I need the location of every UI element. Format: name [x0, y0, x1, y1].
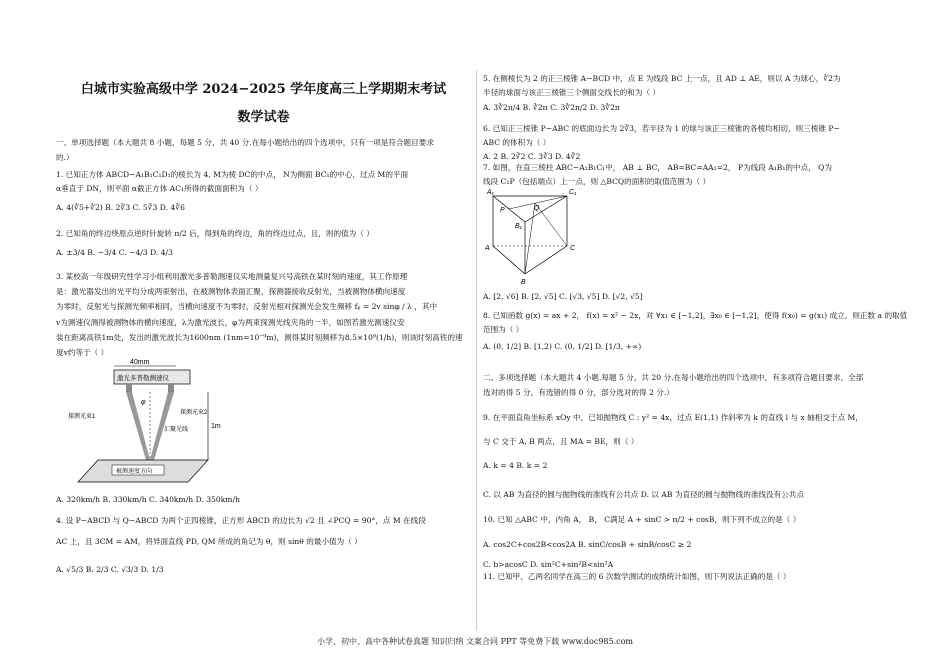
q7-stem-cont: 线段 C₁P（包括端点）上一点，则 △BCQ的面积的取值范围为（ ）: [483, 177, 711, 186]
q6-stem-cont: ABC 的体积为（ ）: [483, 138, 551, 147]
fig-direction-label: 被测速度方向: [116, 469, 153, 475]
label-p: P: [500, 207, 505, 214]
q6-stem: 6. 已知正三棱锥 P−ABC 的底面边长为 2∛3，若半径为 1 的球与该正三棱锥的各棱均相切，则三棱锥 P−: [483, 124, 840, 133]
q3-stem-4: v为测速仪测得被测物体的横向速度，λ为激光波长，φ为两束探测光线夹角的一半，如图若激光测速仪安: [56, 318, 405, 327]
label-b: B: [521, 279, 526, 286]
q8-stem: 8. 已知函数 g(x) = ax + 2， f(x) = x² − 2x，对 ∀x₁ ∈ [−1,2]，∃x₀ ∈ [−1,2]，使得 f(x₀) = g(x₁) 成立，则正数 a 的取值: [483, 311, 908, 320]
q3-options: A. 320km/h B. 330km/h C. 340km/h D. 350km/h: [56, 495, 240, 504]
edge-a-b: [493, 246, 525, 274]
fig-emitter-left: [126, 384, 132, 392]
exam-title: 白城市实验高级中学 2024−2025 学年度高三上学期期末考试: [80, 82, 447, 97]
q7-stem: 7. 如图，在直三棱柱 ABC−A₁B₁C₁中， AB ⊥ BC， AB=BC=AA₁=2， P为线段 A₁B₁的中点， Q为: [483, 163, 832, 172]
q8-stem-cont: 范围为（ ）: [483, 325, 524, 334]
q10-stem: 10. 已知 △ABC 中，内角 A， B， C满足 A + sinC > π/2 + cosB，则下列不成立的是（ ）: [483, 515, 801, 524]
fig-beam2-label: 探测光束2: [180, 410, 208, 416]
q1-stem: 1. 已知正方体 ABCD−A₁B₁C₁D₁的棱长为 4, M为棱 DC的中点， N为侧面 BC₁的中心，过点 M的平面: [56, 170, 409, 179]
q5-options: A. 3∛2π/4 B. ∛2π C. 3∛2π/2 D. 3∛2π: [483, 103, 620, 112]
prism-figure: [485, 188, 605, 286]
fig-beam-1: [126, 392, 150, 460]
section-1-heading-cont: 的.）: [56, 153, 74, 162]
label-a: A: [485, 245, 490, 252]
laser-doppler-figure: [68, 356, 238, 486]
column-divider: [476, 70, 477, 630]
segment-q-c: [535, 203, 567, 246]
q3-stem-5: 装在距离高铁1m处，发出的激光波长为1600nm (1nm=10⁻⁹m)，测得某时刻频移为8.5×10⁹(1/h)，则该时刻高铁的速: [56, 333, 463, 342]
q3-stem: 3. 某校高一年级研究性学习小组利用激光多普勒测速仪实地测量复兴号高铁在某时刻的速度，其工作原理: [56, 272, 408, 281]
q3-stem-3: 为零时，反射光与探测光频率相同，当横向速度不为零时，反射光相对探测光会发生频移 fₚ = 2v sinφ / λ ，其中: [56, 302, 438, 311]
exam-subtitle: 数学试卷: [237, 110, 290, 125]
section-1-heading: 一、单项选择题（本大题共 8 小题，每题 5 分，共 40 分.在每小题给出的四个选项中，只有一项是符合题目要求: [56, 138, 434, 147]
q2-options: A. ±3/4 B. −3/4 C. −4/3 D. 4/3: [56, 248, 173, 257]
q4-stem-cont: AC 上，且 3CM = AM，将异面直线 PD, QM 所成的角记为 θ，则 sinθ 的最小值为（ ）: [56, 537, 362, 546]
edge-b-c: [525, 246, 567, 274]
q6-options: A. 2 B. 2∛2 C. 3∛3 D. 4∛2: [483, 152, 581, 161]
fig-focus-label: 汇聚光线: [164, 427, 189, 433]
q10-options-cd: C. b>acosC D. sin²C+sin²B<sin²A: [483, 560, 614, 569]
q4-options: A. √5/3 B. 2/3 C. √3/3 D. 1/3: [56, 565, 164, 574]
fig-phi-label: φ: [141, 399, 146, 406]
label-q: Q: [534, 205, 540, 212]
fig-beam1-label: 探测光束1: [68, 414, 96, 420]
q3-stem-2: 是：激光器发出的光平均分成两束射出，在被测物体表面汇聚，探测器接收反射光，当被测物体横向速度: [56, 287, 406, 296]
q4-stem: 4. 设 P−ABCD 与 Q−ABCD 为两个正四棱锥，正方形 ABCD 的边长为 √2 且 ∠PCQ = 90°，点 M 在线段: [56, 516, 426, 525]
q1-stem-cont: α垂直于 DN，则平面 α截正方体 AC₁所得的截面面积为（ ）: [56, 184, 263, 193]
q2-stem: 2. 已知角的终边绕原点逆时针旋转 π/2 后，得到角的终边，角的终边过点，且，则的值为（ ）: [56, 229, 374, 238]
section-2-heading-cont: 选对的得 5 分，有选错的得 0 分，部分选对的得 2 分.）: [483, 388, 674, 397]
q9-stem-cont: 与 C 交于 A, B 两点，且 MA = BE，则（ ）: [483, 437, 639, 446]
q9-options-ab: A. k = 4 B. k = 2: [483, 461, 548, 470]
q8-options: A. (0, 1/2] B. [1,2) C. (0, 1/2] D. [1/3, +∞): [483, 342, 642, 351]
fig-distance-label: 1m: [211, 423, 221, 430]
fig-beam-2: [150, 392, 174, 460]
label-c: C: [570, 245, 576, 252]
q7-options: A. [2, √6] B. [2, √5] C. [√3, √5] D. [√2, √5]: [483, 292, 643, 301]
q3-stem-6: 度v约等于（ ）: [56, 348, 109, 357]
fig-width-label: 40mm: [130, 359, 150, 366]
fig-emitter-right: [168, 384, 174, 392]
fig-device-label: 激光多普勒测速仪: [117, 375, 169, 382]
q9-stem: 9. 在平面直角坐标系 xOy 中，已知抛物线 C : y² = 4x，过点 E(1,1) 作斜率为 k 的直线 l 与 x 轴相交于点 M，: [483, 413, 863, 422]
section-2-heading: 二、多项选择题（本大题共 4 小题.每题 5 分，共 20 分.在每小题给出的四个选项中，有多项符合题目要求，全部: [483, 373, 864, 382]
q9-options-cd: C. 以 AB 为直径的圆与抛物线的准线有公共点 D. 以 AB 为直径的圆与抛物线的准线没有公共点: [483, 490, 804, 499]
q10-options-ab: A. cos2C+cos2B<cos2A B. sinC/cosB + sinB/cosC ≥ 2: [483, 540, 692, 549]
q1-options: A. 4(∛5+∛2) B. 2∛3 C. 5∛3 D. 4∛6: [56, 203, 185, 212]
label-c1: C₁: [569, 189, 577, 196]
label-b1: B₁: [515, 223, 522, 230]
q5-stem: 5. 在侧棱长为 2 的正三棱锥 A−BCD 中，点 E 为线段 BC 上一点，且 AD ⊥ AE，则以 A 为球心，∛2为: [483, 74, 841, 83]
page-footer: 小学、初中、高中各种试卷真题 知识归纳 文案合同 PPT 等免费下载 www.doc985.com: [316, 637, 634, 646]
q11-stem: 11. 已知甲、乙两名同学在高三的 6 次数学测试的成绩统计如图，则下列说法正确的是（ ）: [483, 572, 791, 581]
label-a1: A₁: [487, 189, 494, 196]
q5-stem-cont: 半径的球面与该正三棱锥三个侧面交线长的和为（ ）: [483, 88, 661, 97]
segment-q-b: [525, 203, 535, 274]
